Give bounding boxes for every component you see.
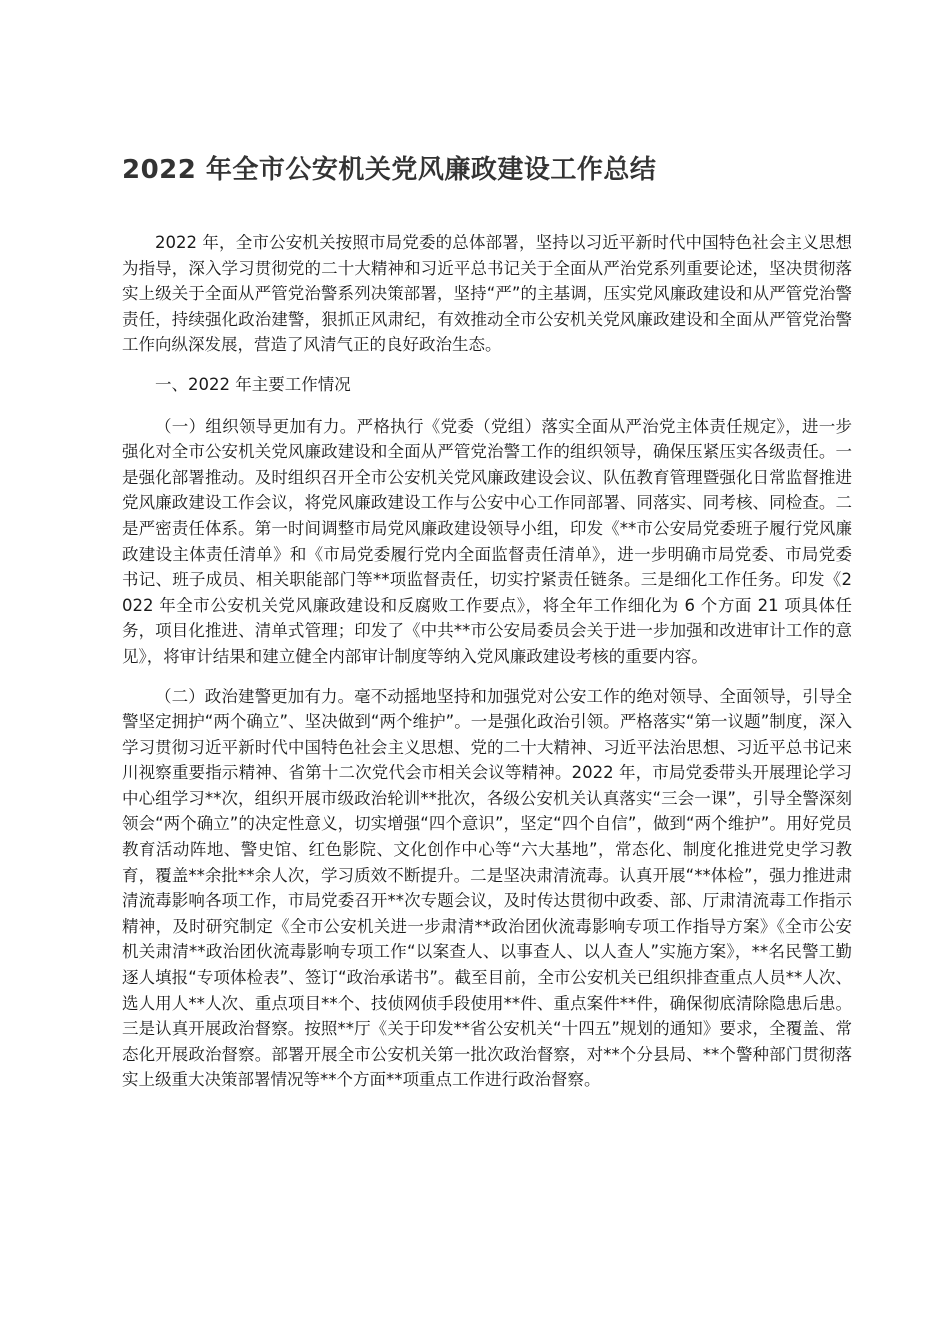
document-title: 2022 年全市公安机关党风廉政建设工作总结 [122, 155, 657, 185]
paragraph-organization: （一）组织领导更加有力。严格执行《党委（党组）落实全面从严治党主体责任规定》，进一步强化对全市公安机关党风廉政建设和全面从严管党治警工作的组织领导，确保压紧压实各级责任。一是强化部署推动。及时组织召开全市公安机关党风廉政建设会议、队伍教育管理暨强化日常监督推进党风廉政建设工作会议，将党风廉政建设工作与公安中心工作同部署、同落实、同考核、同检查。二是严密责任体系。第一时间调整市局党风廉政建设领导小组，印发《**市公安局党委班子履行党风廉政建设主体责任清单》和《市局党委履行党内全面监督责任清单》，进一步明确市局党委、市局党委书记、班子成员、相关职能部门等**项监督责任，切实拧紧责任链条。三是细化工作任务。印发《2022 年全市公安机关党风廉政建设和反腐败工作要点》，将全年工作细化为 6 个方面 21 项具体任务，项目化推进、清单式管理；印发了《中共**市公安局委员会关于进一步加强和改进审计工作的意见》，将审计结果和建立健全内部审计制度等纳入党风廉政建设考核的重要内容。 [122, 416, 852, 666]
intro-paragraph: 2022 年，全市公安机关按照市局党委的总体部署，坚持以习近平新时代中国特色社会主义思想为指导，深入学习贯彻党的二十大精神和习近平总书记关于全面从严治党系列重要论述，坚决贯彻落实上级关于全面从严管党治警系列决策部署，坚持“严”的主基调，压实党风廉政建设和从严管党治警责任，持续强化政治建警，狠抓正风肃纪，有效推动全市公安机关党风廉政建设和全面从严管党治警工作向纵深发展，营造了风清气正的良好政治生态。 [122, 233, 852, 355]
document-page [122, 150, 852, 1107]
paragraph-political: （二）政治建警更加有力。毫不动摇地坚持和加强党对公安工作的绝对领导、全面领导，引导全警坚定拥护“两个确立”、坚决做到“两个维护”。一是强化政治引领。严格落实“第一议题”制度，深入学习贯彻习近平新时代中国特色社会主义思想、党的二十大精神、习近平法治思想、习近平总书记来川视察重要指示精神、省第十二次党代会市相关会议等精神。2022 年，市局党委带头开展理论学习中心组学习**次，组织开展市级政治轮训**批次，各级公安机关认真落实“三会一课”，引导全警深刻领会“两个确立”的决定性意义，切实增强“四个意识”，坚定“四个自信”，做到“两个维护”。用好党员教育活动阵地、警史馆、红色影院、文化创作中心等“六大基地”，常态化、制度化推进党史学习教育，覆盖**余批**余人次，学习质效不断提升。二是坚决肃清流毒。认真开展“**体检”，强力推进肃清流毒影响各项工作，市局党委召开**次专题会议，及时传达贯彻中政委、部、厅肃清流毒工作指示精神，及时研究制定《全市公安机关进一步肃清**政治团伙流毒影响专项工作指导方案》《全市公安机关肃清**政治团伙流毒影响专项工作“以案查人、以事查人、以人查人”实施方案》，**名民警工勤逐人填报“专项体检表”、签订“政治承诺书”。截至目前，全市公安机关已组织排查重点人员**人次、选人用人**人次、重点项目**个、技侦网侦手段使用**件、重点案件**件，确保彻底清除隐患后患。三是认真开展政治督察。按照**厅《关于印发**省公安机关“十四五”规划的通知》要求，全覆盖、常态化开展政治督察。部署开展全市公安机关第一批次政治督察，对**个分县局、**个警种部门贯彻落实上级重大决策部署情况等**个方面**项重点工作进行政治督察。 [122, 686, 852, 1090]
section-heading: 一、2022 年主要工作情况 [155, 374, 351, 394]
